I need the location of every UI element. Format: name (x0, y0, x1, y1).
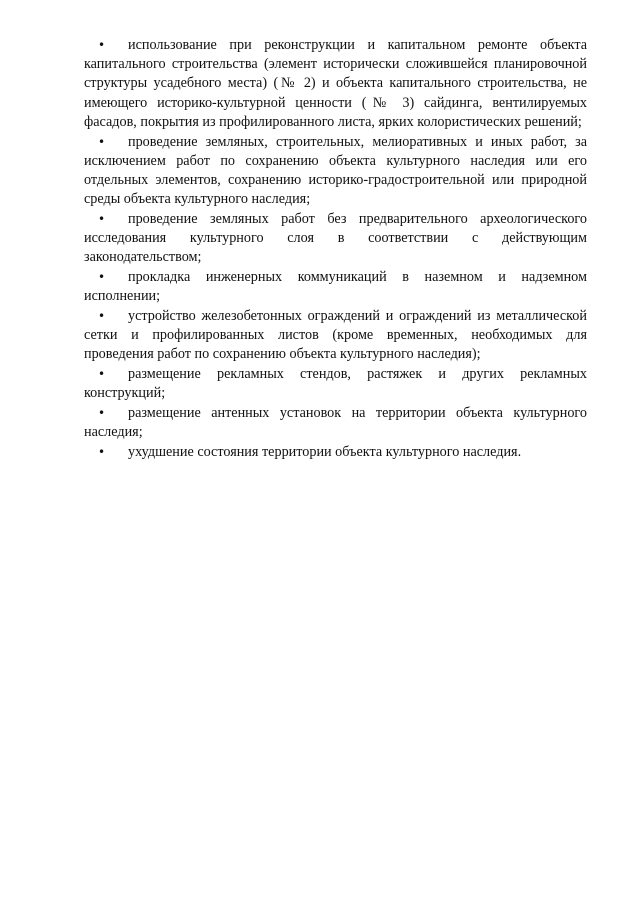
bullet-icon: • (98, 38, 106, 52)
list-item (84, 404, 587, 442)
restrictions-list (84, 36, 587, 462)
list-item (84, 36, 587, 132)
list-item-text: проведение земляных, строительных, мелиоративных и иных работ, за исключением работ по сохранению объекта культурного наследия или его отдельных элементов, сохранению историко-градостроительной или природной среды объекта культурного наследия; (84, 133, 587, 208)
list-item-text: прокладка инженерных коммуникаций в наземном и надземном исполнении; (84, 268, 587, 305)
bullet-icon: • (98, 134, 106, 149)
list-item-text: ухудшение состояния территории объекта культурного наследия. (128, 443, 522, 460)
bullet-icon: • (98, 405, 106, 420)
bullet-icon: • (98, 308, 106, 323)
list-item-text: проведение земляных работ без предварительного археологического исследования культурного слоя в соответствии с действующим законодательством; (84, 210, 587, 266)
bullet-icon: • (98, 269, 106, 284)
list-item (84, 268, 587, 306)
list-item (84, 365, 587, 403)
list-item-text: размещение рекламных стендов, растяжек и других рекламных конструкций; (84, 365, 587, 402)
list-item-text: размещение антенных установок на территории объекта культурного наследия; (84, 404, 587, 441)
list-item (84, 133, 587, 210)
bullet-icon: • (98, 211, 106, 226)
bullet-icon: • (98, 366, 106, 381)
list-item (84, 443, 587, 462)
list-item-text: использование при реконструкции и капитальном ремонте объекта капитального строительства (элемент исторически сложившейся планировочной структуры усадебного места) (№ 2) и объекта капитального строительства, не имеющего историко-культурной ценности (№ 3) сайдинга, вентилируемых фасадов, покрытия из профилированного листа, ярких колористических решений; (84, 37, 587, 130)
list-item (84, 210, 587, 268)
list-item-text: устройство железобетонных ограждений и ограждений из металлической сетки и профилированных листов (кроме временных, необходимых для проведения работ по сохранению объекта культурного наследия); (84, 307, 587, 363)
list-item (84, 307, 587, 365)
bullet-icon: • (98, 444, 106, 459)
